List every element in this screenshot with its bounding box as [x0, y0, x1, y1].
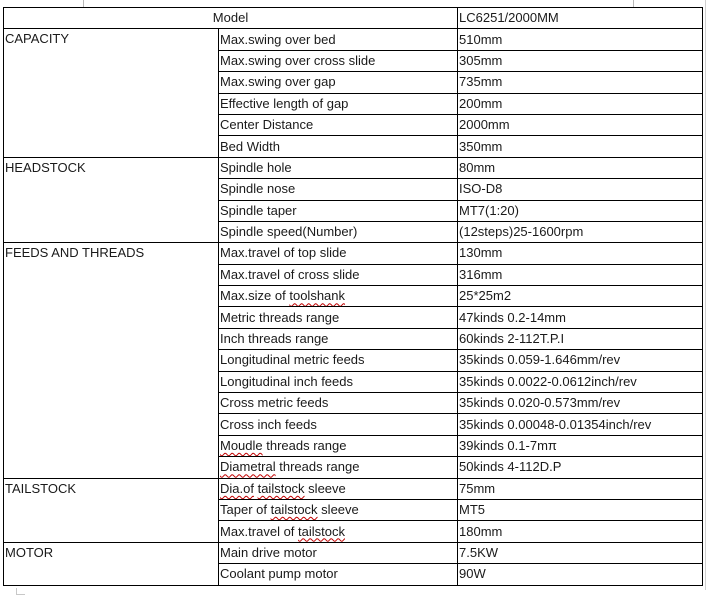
spec-label: Taper of tailstock sleeve	[219, 499, 458, 520]
spec-value: 50kinds 4-112D.P	[458, 457, 703, 478]
spec-value: 39kinds 0.1-7mπ	[458, 435, 703, 456]
page-edge-line	[705, 0, 706, 590]
section-capacity: CAPACITY	[4, 29, 219, 157]
section-motor: MOTOR	[4, 542, 219, 585]
section-tailstock: TAILSTOCK	[4, 478, 219, 542]
spec-label: Cross metric feeds	[219, 393, 458, 414]
spec-value: 75mm	[458, 478, 703, 499]
spec-label: Diametral threads range	[219, 457, 458, 478]
spec-label: Center Distance	[219, 114, 458, 135]
spec-label: Main drive motor	[219, 542, 458, 563]
model-label: Model	[4, 8, 458, 29]
spec-label: Max.swing over gap	[219, 72, 458, 93]
spec-label: Max.swing over cross slide	[219, 50, 458, 71]
table-row	[4, 29, 703, 50]
spec-value: 200mm	[458, 93, 703, 114]
spec-label: Bed Width	[219, 136, 458, 157]
table-row	[4, 243, 703, 264]
spec-label: Max.swing over bed	[219, 29, 458, 50]
spec-label: Max.travel of tailstock	[219, 521, 458, 542]
spec-value: 35kinds 0.059-1.646mm/rev	[458, 350, 703, 371]
spec-value: MT5	[458, 499, 703, 520]
spec-label: Metric threads range	[219, 307, 458, 328]
table-header-row	[4, 8, 703, 29]
spec-value: 350mm	[458, 136, 703, 157]
spec-label: Spindle taper	[219, 200, 458, 221]
table-row	[4, 542, 703, 563]
spec-label: Spindle nose	[219, 179, 458, 200]
spec-value: ISO-D8	[458, 179, 703, 200]
spec-value: 130mm	[458, 243, 703, 264]
spec-value: 80mm	[458, 157, 703, 178]
spec-label: Spindle speed(Number)	[219, 221, 458, 242]
section-feeds-and-threads: FEEDS AND THREADS	[4, 243, 219, 478]
spec-value: 35kinds 0.0022-0.0612inch/rev	[458, 371, 703, 392]
spec-label: Dia.of tailstock sleeve	[219, 478, 458, 499]
spec-label: Cross inch feeds	[219, 414, 458, 435]
spec-label: Max.travel of top slide	[219, 243, 458, 264]
spec-value: (12steps)25-1600rpm	[458, 221, 703, 242]
spec-table	[3, 7, 703, 586]
table-row	[4, 157, 703, 178]
spec-label: Effective length of gap	[219, 93, 458, 114]
spec-value: 35kinds 0.020-0.573mm/rev	[458, 393, 703, 414]
spec-value: 47kinds 0.2-14mm	[458, 307, 703, 328]
spec-value: 305mm	[458, 50, 703, 71]
model-value: LC6251/2000MM	[458, 8, 703, 29]
table-row	[4, 478, 703, 499]
spec-value: 510mm	[458, 29, 703, 50]
spec-value: 2000mm	[458, 114, 703, 135]
spec-value: 735mm	[458, 72, 703, 93]
spec-value: 35kinds 0.00048-0.01354inch/rev	[458, 414, 703, 435]
spec-label: Max.travel of cross slide	[219, 264, 458, 285]
spec-label: Longitudinal metric feeds	[219, 350, 458, 371]
section-headstock: HEADSTOCK	[4, 157, 219, 243]
spec-label: Coolant pump motor	[219, 564, 458, 585]
spec-label: Inch threads range	[219, 328, 458, 349]
spec-value: 90W	[458, 564, 703, 585]
corner-mark	[16, 588, 25, 595]
spec-value: 60kinds 2-112T.P.I	[458, 328, 703, 349]
spec-value: 316mm	[458, 264, 703, 285]
spec-value: 180mm	[458, 521, 703, 542]
spec-value: MT7(1:20)	[458, 200, 703, 221]
spec-value: 7.5KW	[458, 542, 703, 563]
spec-label: Longitudinal inch feeds	[219, 371, 458, 392]
spec-label: Spindle hole	[219, 157, 458, 178]
spec-value: 25*25m2	[458, 286, 703, 307]
spec-label: Moudle threads range	[219, 435, 458, 456]
spec-label: Max.size of toolshank	[219, 286, 458, 307]
